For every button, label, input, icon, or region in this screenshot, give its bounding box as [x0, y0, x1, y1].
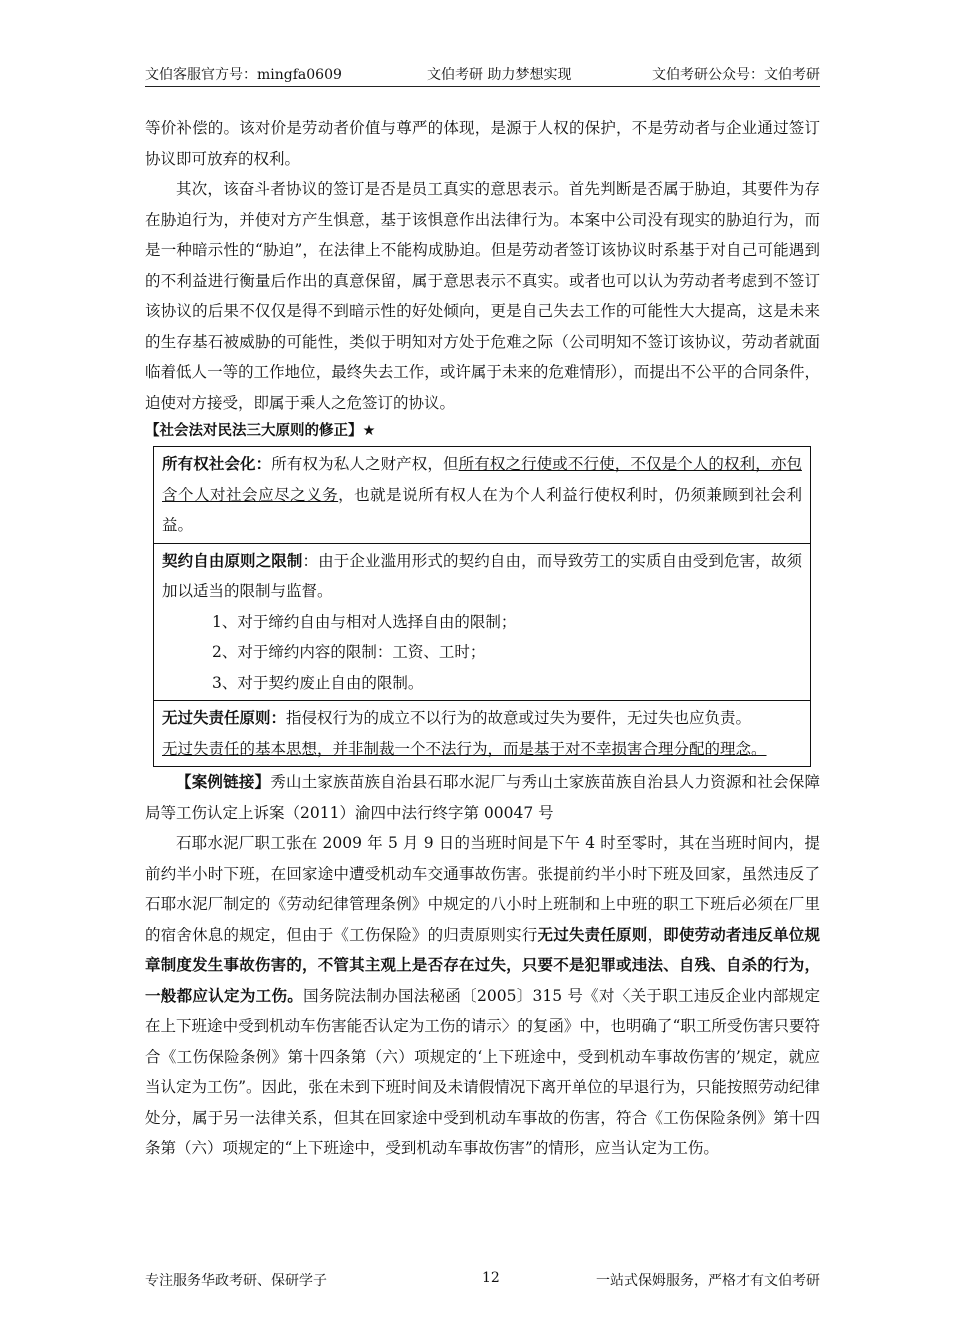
case-bold-1: 无过失责任原则: [537, 924, 648, 944]
row-ownership-socialization: [154, 447, 811, 544]
paragraph-2: 其次，该奋斗者协议的签订是否是员工真实的意思表示。首先判断是否属于胁迫，其要件为存在胁迫行为，并使对方产生惧意，基于该惧意作出法律行为。本案中公司没有现实的胁迫行为，而是一种暗示性的“胁迫”，在法律上不能构成胁迫。但是劳动者签订该协议时系基于对自己可能遇到的不利益进行衡量后作出的真意保留，属于意思表示不真实。或者也可以认为劳动者考虑到不签订该协议的后果不仅仅是得不到暗示性的好处倾向，更是自己失去工作的可能性大大提高，这是未来的生存基石被威胁的可能性，类似于明知对方处于危难之际（公司明知不签订该协议，劳动者就面临着低人一等的工作地位，最终失去工作，或许属于未来的危难情形），而提出不公平的合同条件，迫使对方接受，即属于乘人之危签订的协议。: [145, 180, 820, 412]
ownership-text: 所有权为私人之财产权，但: [271, 455, 459, 473]
table-row: [154, 701, 811, 767]
case-bold-2: 即使劳动者违反单位规章制度发生事故伤害的，不管其主观上是否存在过失，只要不是犯罪或违法、自残、自杀的行为，一般都应认定为工伤。: [145, 924, 820, 1005]
principles-table: [153, 446, 811, 767]
paragraph-1: 等价补偿的。该对价是劳动者价值与尊严的体现，是源于人权的保护，不是劳动者与企业通过签订协议即可放弃的权利。: [145, 119, 820, 168]
list-item: 1、对于缔约自由与相对人选择自由的限制；: [212, 612, 517, 631]
list-item: 2、对于缔约内容的限制：工资、工时；: [212, 643, 486, 661]
case-text-1: 石耶水泥厂职工张在 2009 年 5 月 9 日的当班时间是下午 4 时至零时，其在当班时间内，提前约半小时下班，在回家途中遭受机动车交通事故伤害。张提前约半小时下班及回家，虽然违反了石耶水泥厂制定的《劳动纪律管理条例》中规定的八小时上班制和上中班的职工下班后必须在厂里的宿舍休息的规定，但由于《工伤保险》的归责原则实行: [145, 834, 820, 944]
table-row: [154, 543, 811, 701]
case-link: [145, 767, 820, 828]
ownership-rest: ，也就是说所有权人在为个人利益行使权利时，仍须兼顾到社会利益。: [162, 485, 802, 534]
contract-text: ：由于企业滥用形式的契约自由，而导致劳工的实质自由受到危害，故须加以适当的限制与监督。: [162, 551, 802, 600]
list-item: 3、对于契约废止自由的限制。: [212, 673, 424, 692]
row-no-fault-liability: [154, 701, 811, 767]
ownership-underline: 所有权之行使或不行使，不仅是个人的权利，亦包含个人对社会应尽之义务: [162, 455, 802, 504]
ownership-title: 所有权社会化：: [162, 454, 272, 473]
case-label: 【案例链接】: [176, 772, 271, 791]
header-right: 文伯考研公众号：文伯考研: [652, 67, 820, 83]
table-row: [154, 447, 811, 544]
header-center: 文伯考研 助力梦想实现: [427, 67, 572, 83]
section-heading: 【社会法对民法三大原则的修正】★: [145, 423, 376, 439]
header-left: 文伯客服官方号：mingfa0609: [145, 67, 342, 83]
no-fault-underline: 无过失责任的基本思想，并非制裁一个不法行为，而是基于对不幸损害合理分配的理念。: [162, 739, 767, 758]
case-text-2: ，: [647, 925, 664, 944]
case-text-3: 国务院法制办国法秘函〔2005〕315 号《对〈关于职工违反企业内部规定在上下班途中受到机动车伤害能否认定为工伤的请示〉的复函》中，也明确了“职工所受伤害只要符合《工伤保险条例》第十四条第（六）项规定的‘上下班途中，受到机动车事故伤害的’规定，就应当认定为工伤”。因此，张在未到下班时间及未请假情况下离开单位的早退行为，只能按照劳动纪律处分，属于另一法律关系，但其在回家途中受到机动车事故的伤害，符合《工伤保险条例》第十四条第（六）项规定的“上下班途中，受到机动车事故伤害”的情形，应当认定为工伤。: [145, 986, 820, 1157]
page-number: 12: [482, 1270, 500, 1286]
row-contract-freedom: [154, 543, 811, 701]
case-title: 秀山土家族苗族自治县石耶水泥厂与秀山土家族苗族自治县人力资源和社会保障局等工伤认定上诉案（2011）渝四中法行终字第 00047 号: [145, 773, 820, 822]
case-text: [145, 828, 820, 1164]
page-body: [145, 113, 820, 1164]
footer-left: 专注服务华政考研、保研学子: [145, 1273, 327, 1289]
contract-title: 契约自由原则之限制: [162, 550, 303, 570]
no-fault-title: 无过失责任原则：: [162, 708, 287, 727]
footer-right: 一站式保姆服务，严格才有文伯考研: [596, 1273, 820, 1289]
page-header: [145, 62, 820, 87]
no-fault-text: 指侵权行为的成立不以行为的故意或过失为要件，无过失也应负责。: [286, 709, 752, 727]
